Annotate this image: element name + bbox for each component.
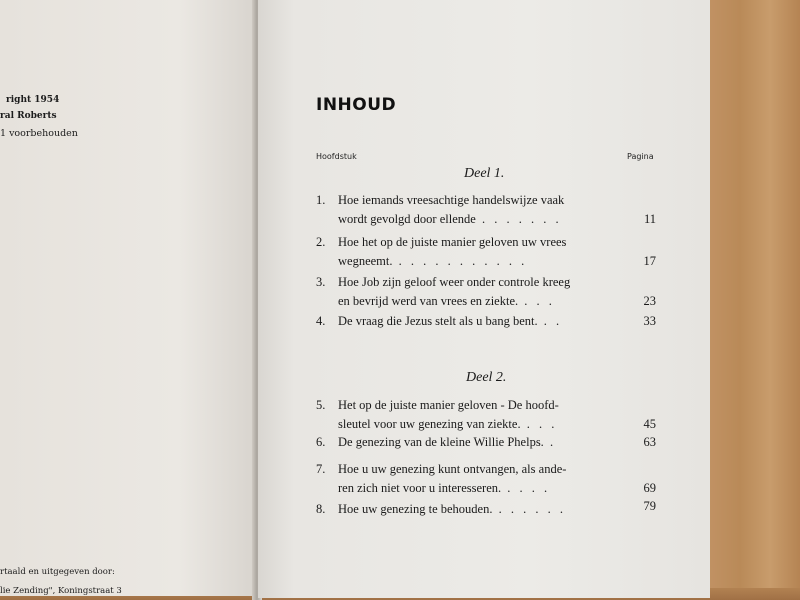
entry-page: 17	[643, 254, 656, 268]
entry-title-line2: sleutel voor uw genezing van ziekte. . . .	[338, 417, 558, 431]
entry-title-line1: Hoe uw genezing te behouden. . . . . . .	[338, 502, 566, 516]
entry-title-line1: Het op de juiste manier geloven - De hoofd-	[338, 398, 559, 412]
entry-number: 8.	[316, 502, 326, 516]
entry-title-line1: Hoe iemands vreesachtige handelswijze vaak	[338, 193, 565, 207]
toc-entry	[316, 500, 656, 520]
entry-page: 63	[643, 435, 656, 449]
entry-number: 5.	[316, 398, 326, 412]
entry-number: 3.	[316, 275, 326, 289]
author-line: ral Roberts	[0, 111, 57, 121]
publisher-line: rtaald en uitgegeven door:	[0, 567, 115, 577]
entry-title-line2: wordt gevolgd door ellende . . . . . . .	[338, 212, 562, 226]
section-heading: Deel 1.	[464, 166, 505, 181]
entry-number: 6.	[316, 435, 326, 449]
entry-number: 4.	[316, 314, 326, 328]
entry-page: 33	[643, 314, 656, 328]
entry-title-line1: Hoe Job zijn geloof weer onder controle kreeg	[338, 275, 571, 289]
entry-title-line2: en bevrijd werd van vrees en ziekte. . . .	[338, 294, 555, 308]
toc-entry	[316, 233, 656, 273]
entry-number: 1.	[316, 193, 326, 207]
toc-entry	[316, 460, 656, 500]
entry-page: 11	[643, 212, 656, 226]
section-heading: Deel 2.	[466, 370, 507, 385]
chapter-column-header: Hoofdstuk	[316, 152, 357, 161]
toc-title: INHOUD	[316, 95, 397, 115]
entry-title-line1: Hoe u uw genezing kunt ontvangen, als ande-	[338, 462, 567, 476]
entry-title-line1: De vraag die Jezus stelt als u bang bent. . .	[338, 314, 563, 328]
entry-page: 79	[643, 499, 656, 513]
toc-entry	[316, 191, 656, 231]
entry-page: 23	[643, 294, 656, 308]
entry-number: 2.	[316, 235, 326, 249]
entry-page: 45	[643, 417, 656, 431]
right-page	[258, 0, 710, 598]
entry-title-line1: Hoe het op de juiste manier geloven uw vrees	[338, 235, 567, 249]
entry-number: 7.	[316, 462, 326, 476]
entry-title-line1: De genezing van de kleine Willie Phelps. .	[338, 435, 557, 449]
toc-entry	[316, 396, 656, 436]
toc-entry	[316, 433, 656, 453]
left-page	[0, 0, 256, 596]
copyright-line: right 1954	[6, 95, 60, 105]
page-column-header: Pagina	[627, 152, 654, 161]
toc-entry	[316, 312, 656, 332]
toc-entry	[316, 273, 656, 313]
entry-title-line2: ren zich niet voor u interesseren. . . . .	[338, 481, 551, 495]
publisher-address-line: lie Zending", Koningstraat 3	[0, 586, 122, 596]
wooden-table	[700, 0, 800, 600]
rights-line: 1 voorbehouden	[0, 128, 78, 139]
entry-title-line2: wegneemt. . . . . . . . . . . .	[338, 254, 528, 268]
entry-page: 69	[643, 481, 656, 495]
